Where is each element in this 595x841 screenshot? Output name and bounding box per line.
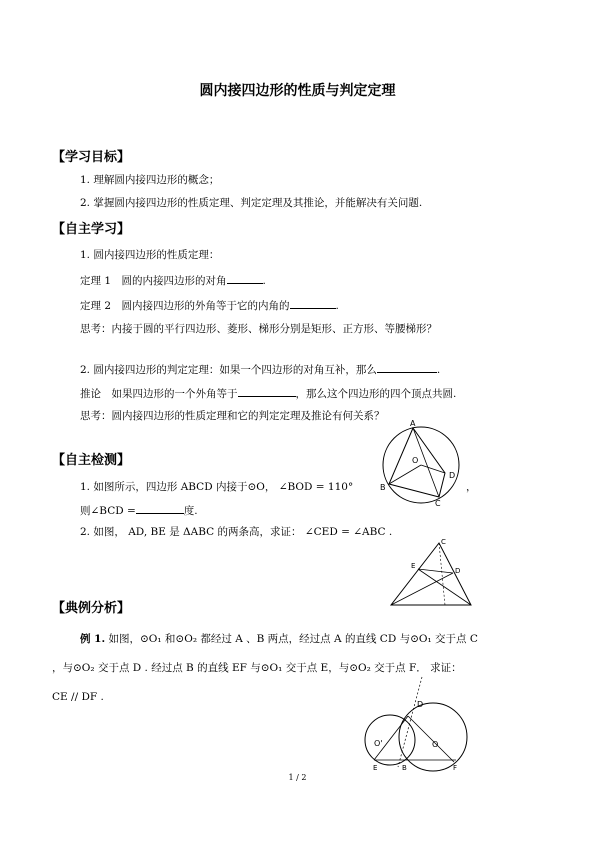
example-1-line3: CE // DF .	[52, 691, 104, 703]
fig1-label-a: A	[410, 419, 416, 428]
example-1-line1	[80, 631, 478, 646]
check-question-2: 2. 如图， AD, BE 是 ΔABC 的两条高，求证： ∠CED = ∠ABC .	[80, 526, 393, 538]
section-heading-examples: 【典例分析】	[52, 601, 131, 616]
judgment-theorem-period: .	[436, 364, 441, 376]
example-1-text-1: 如图，⊙O₁ 和⊙O₂ 都经过 A 、B 两点，经过点 A 的直线 CD 与⊙O₁ 交于点 C	[108, 633, 478, 645]
fig3-label-d: D	[417, 700, 424, 709]
fig3-label-o: O	[432, 740, 439, 749]
judgment-theorem-text: 2. 圆内接四边形的判定定理：如果一个四边形的对角互补，那么	[80, 364, 377, 376]
fig3-label-e: E	[373, 764, 378, 772]
corollary-blank[interactable]	[238, 385, 296, 397]
check-question-1-line1: 1. 如图所示，四边形 ABCD 内接于⊙O， ∠BOD = 110°	[80, 481, 354, 493]
example-1-label: 例 1.	[80, 633, 106, 645]
theorem-2	[80, 297, 339, 313]
property-theorem-intro: 1. 圆内接四边形的性质定理：	[80, 249, 220, 261]
theorem-2-text: 定理 2 圆内接四边形的外角等于它的内角的	[80, 300, 290, 312]
theorem-1-period: .	[262, 275, 266, 287]
check-question-1-text: 则∠BCD =	[80, 505, 136, 517]
goal-item-2: 2. 掌握圆内接四边形的性质定理、判定定理及其推论，并能解决有关问题.	[80, 197, 423, 209]
fig3-label-b: B	[402, 764, 407, 772]
check-question-1-unit: 度.	[183, 505, 198, 517]
figure-intersecting-circles	[360, 672, 475, 772]
judgment-theorem	[80, 361, 440, 377]
section-heading-check: 【自主检测】	[52, 453, 131, 468]
section-heading-goals: 【学习目标】	[52, 150, 131, 165]
fig2-label-e: E	[411, 562, 416, 570]
theorem-1-text: 定理 1 圆的内接四边形的对角	[80, 275, 227, 287]
fig3-label-f: F	[453, 764, 458, 772]
judgment-theorem-blank[interactable]	[377, 361, 437, 373]
fig3-label-o-prime: O'	[374, 739, 383, 748]
think-question-1: 思考：内接于圆的平行四边形、菱形、梯形分别是矩形、正方形、等腰梯形？	[80, 323, 437, 335]
section-heading-self-study: 【自主学习】	[52, 222, 131, 237]
theorem-2-blank[interactable]	[290, 297, 336, 309]
example-1-line2: ，与⊙O₂ 交于点 D . 经过点 B 的直线 EF 与⊙O₁ 交于点 E，与⊙O₂ 交于点 F． 求证：	[52, 662, 462, 674]
page-number: 1 / 2	[288, 773, 307, 782]
check-question-1-line2	[80, 502, 198, 518]
theorem-1-blank[interactable]	[227, 272, 263, 284]
page-title: 圆内接四边形的性质与判定定理	[199, 83, 396, 99]
figure-triangle-altitudes	[383, 535, 478, 615]
corollary	[80, 385, 456, 401]
fig1-label-c: C	[435, 499, 441, 508]
figure-cyclic-quadrilateral	[377, 418, 467, 508]
check-question-1-comma: ，	[466, 481, 477, 493]
goal-item-1: 1. 理解圆内接四边形的概念；	[80, 174, 220, 186]
think-question-2: 思考：圆内接四边形的性质定理和它的判定定理及推论有何关系？	[80, 410, 385, 422]
fig1-label-d: D	[449, 471, 456, 480]
check-question-1-blank[interactable]	[136, 502, 184, 514]
theorem-2-period: .	[335, 300, 339, 312]
fig2-label-d: D	[455, 567, 461, 575]
corollary-text-pre: 推论 如果四边形的一个外角等于	[80, 388, 238, 400]
fig2-label-c: C	[441, 538, 446, 546]
theorem-1	[80, 272, 266, 288]
fig1-label-o: O	[412, 456, 419, 465]
fig1-label-b: B	[380, 483, 386, 492]
corollary-text-post: ，那么这个四边形的四个顶点共圆.	[295, 388, 457, 400]
